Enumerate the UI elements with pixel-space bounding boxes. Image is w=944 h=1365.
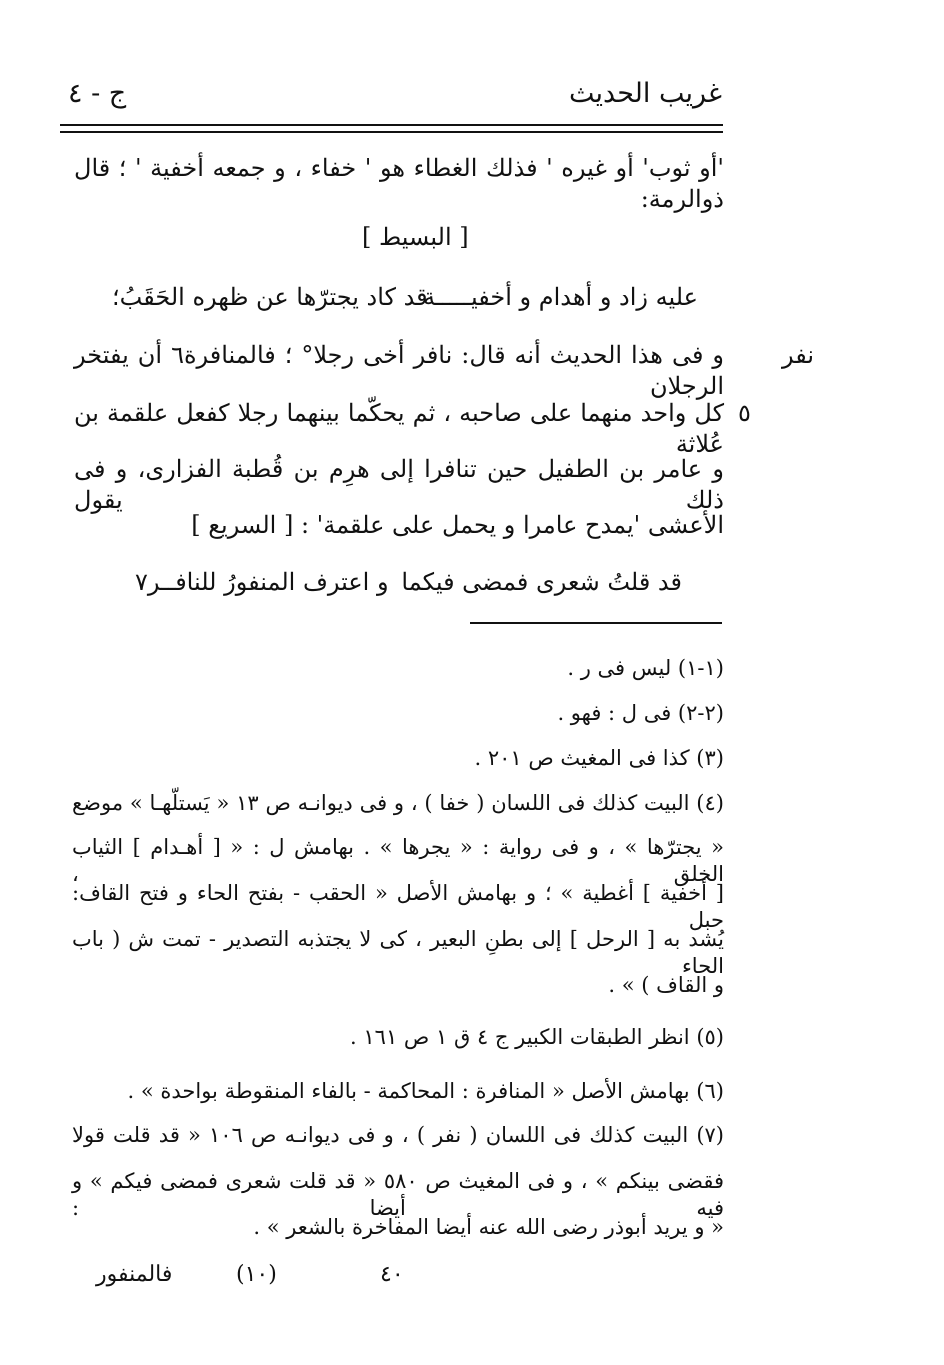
footnote-4-line-5: و القاف ) » .	[608, 973, 724, 997]
footnote-4-line-1: (٤) البيت كذلك فى اللسان ( خفا ) ، و فى ديوانـه ص ١٣ « يَستلّهـا » موضع	[72, 791, 724, 815]
verse-1-second-hemistich: قد كاد يجترّها عن ظهره الحَقَبُ؛	[112, 283, 428, 311]
footnote-6: (٦) بهامش الأصل « المنافرة : المحاكمة - بالفاء المنقوطة بواحدة » .	[127, 1079, 724, 1103]
footnote-3: (٣) كذا فى المغيث ص ٢٠١ .	[474, 746, 724, 770]
verse-2-second-hemistich: و اعترف المنفورُ للنافــر٧	[135, 568, 389, 596]
header-rule-bottom	[60, 131, 723, 133]
text-line-para-1: و فى هذا الحديث أنه قال: نافر أخى رجلا° ؛ فالمنافرة٦ أن يفتخر الرجلان	[74, 341, 724, 401]
footnote-7-line-2: فقضى بينكم » ، و فى المغيث ص ٥٨٠ « قد قلت شعرى فمضى فيكم » و فيه أيضا :	[72, 1169, 724, 1221]
catchword: فالمنفور	[96, 1262, 173, 1287]
footnote-7-line-1: (٧) البيت كذلك فى اللسان ( نفر ) ، و فى ديوانـه ص ١٠٦ « قد قلت قولا	[72, 1123, 724, 1147]
footnote-1: (١-١) ليس فى ر .	[567, 656, 724, 680]
meter-label-basit: [ البسيط ]	[362, 223, 469, 251]
verse-1-first-hemistich: عليه زاد و أهدام و أخفيـــــة	[422, 283, 698, 311]
footnote-4-line-3: [ أخفية ] أغطية » ؛ و بهامش الأصل « الحقب - بفتح الحاء و فتح القاف: حبل	[72, 881, 724, 933]
volume-label: ج - ٤	[68, 78, 127, 109]
verse-2-first-hemistich: قد قلتُ شعرى فمضى فيكما	[401, 568, 682, 596]
footnote-2: (٢-٢) فى ل : فهو .	[557, 701, 724, 725]
footnote-7-line-3: « و يريد أبوذر رضى الله عنه أيضا المفاخرة بالشعر » .	[253, 1215, 724, 1239]
footnote-4-line-2: « يجترّها » ، و فى رواية : « يجرها » . بهامش ل : « [ أهـدام ] الثياب الخلق ،	[72, 835, 724, 887]
text-line-para-4: الأعشى 'يمدح عامرا و يحمل على علقمة' : [ السريع ]	[191, 511, 724, 539]
text-line-para-2: كل واحد منهما على صاحبه ، ثم يحكّما بينهما رجلا كفعل علقمة بن عُلاثة	[74, 399, 724, 459]
running-title: غريب الحديث	[569, 78, 722, 109]
page-number: ٤٠	[380, 1262, 404, 1287]
text-line-1: 'أو ثوب' أو غيره ' فذلك الغطاء هو ' خفاء ، و جمعه أخفية ' ؛ قال ذوالرمة:	[74, 154, 724, 214]
text-line-para-3: و عامر بن الطفيل حين تنافرا إلى هرِم بن قُطبة الفزارى، و فى ذلك يقول	[74, 455, 724, 515]
footnote-5: (٥) انظر الطبقات الكبير ج ٤ ق ١ ص ١٦١ .	[350, 1025, 724, 1049]
footnote-4-line-4: يُشد به [ الرحل ] إلى بطنِ البعير ، كى لا يجتذبه التصدير - تمت ش ( باب الحاء	[72, 927, 724, 979]
footnote-separator	[470, 622, 722, 624]
line-number: ٥	[738, 399, 751, 427]
margin-keyword: نفر	[782, 341, 815, 369]
header-rule-top	[60, 124, 723, 126]
signature-mark: (١٠)	[236, 1262, 277, 1287]
